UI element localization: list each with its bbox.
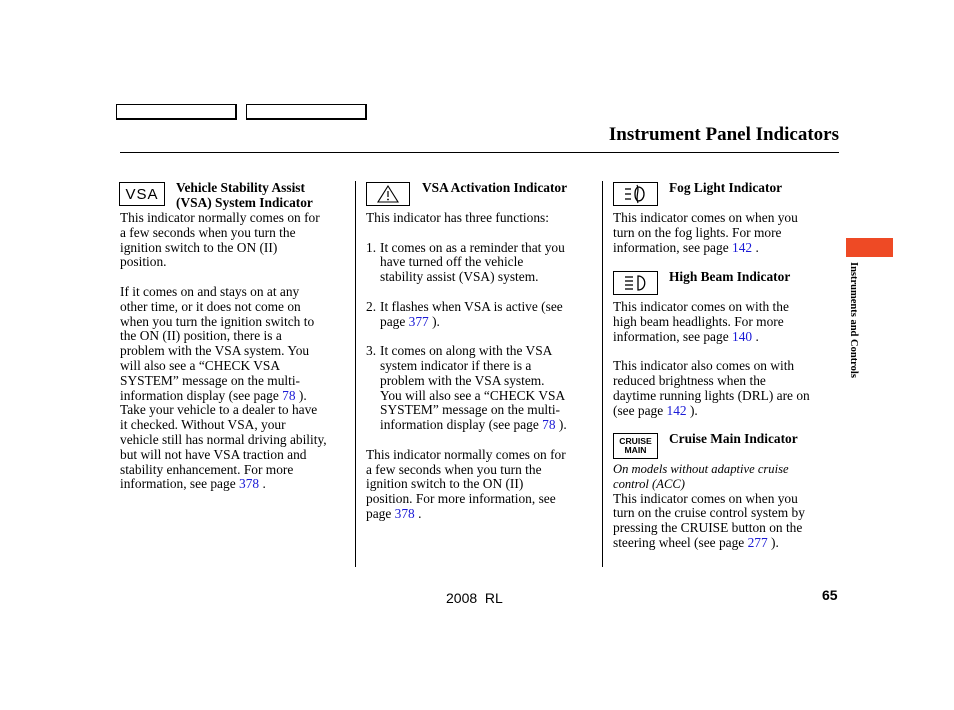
vsa-activation-heading: VSA Activation Indicator: [422, 180, 568, 195]
cruise-main-text: On models without adaptive cruise control (ACC) This indicator comes on when you turn on the cruise control system by pressing the CRUISE button on the steering wheel (see page 277 ).: [613, 462, 805, 550]
list-item: 1. It comes on as a reminder that you have turned off the vehicle stability assist (VSA) system.: [366, 239, 565, 285]
page-link[interactable]: 277: [747, 534, 768, 550]
warning-triangle-icon: [366, 182, 410, 206]
paragraph: If it comes on and stays on at any other time, or it does not come on when you turn the ignition switch to the ON (II) position, there is a problem with the VSA system. You will also see a “CHECK VSA SYSTEM” message on the multi- information display (see page 78 ). Take your vehicle to a dealer to have it checked. Without VSA, your vehicle still has normal driving ability, but will not have VSA traction and stability enhancement. For more information, see page 378 .: [120, 283, 327, 492]
page-link[interactable]: 140: [732, 328, 753, 344]
vsa-icon: VSA: [119, 182, 165, 206]
page-number: 65: [822, 587, 838, 603]
vsa-activation-text: This indicator has three functions: 1. It comes on as a reminder that you have turned off the vehicle stability assist (VSA) system. 2. It flashes when VSA is active (see page 377 ). 3. It comes on along with the VSA system indicator if there is a problem with the VSA system. You will also see a “CHECK VSA SYSTEM” message on the multi- information display (see page 78 ). This indicator normally comes on for a few seconds when you turn the ignition switch to the ON (II) position. For more information, see page 378 .: [366, 211, 598, 522]
fog-light-text: This indicator comes on when you turn on the fog lights. For more information, see page 142 .: [613, 210, 798, 255]
list-item: 3. It comes on along with the VSA system indicator if there is a problem with the VSA system. You will also see a “CHECK VSA SYSTEM” message on the multi- information display (see page 78 ).: [366, 343, 567, 433]
cruise-main-icon: CRUISE MAIN: [613, 433, 658, 459]
paragraph: This indicator normally comes on for a few seconds when you turn the ignition switch to the ON (II) position.: [120, 210, 320, 270]
high-beam-heading: High Beam Indicator: [669, 269, 791, 284]
column-divider: [355, 181, 356, 567]
paragraph: This indicator normally comes on for a few seconds when you turn the ignition switch to the ON (II) position. For more information, see page 378 .: [366, 446, 566, 521]
page-link[interactable]: 78: [282, 387, 296, 403]
vsa-system-text: [120, 211, 352, 492]
title-rule: [120, 152, 839, 153]
section-tab-label: Instruments and Controls: [848, 262, 859, 378]
page-title: Instrument Panel Indicators: [608, 124, 839, 145]
high-beam-text: This indicator comes on with the high beam headlights. For more information, see page 140 . This indicator also comes on with reduced brightness when the daytime running lights (DRL) are on (see page 142 ).: [613, 299, 810, 418]
list-item: 2. It flashes when VSA is active (see page 377 ).: [366, 298, 563, 329]
page-link[interactable]: 378: [394, 505, 415, 521]
cruise-main-heading: Cruise Main Indicator: [669, 431, 798, 446]
page-link[interactable]: 378: [239, 476, 260, 492]
nav-button-contents[interactable]: [246, 104, 367, 120]
page-link[interactable]: 78: [542, 417, 556, 433]
nav-button-previous[interactable]: [116, 104, 237, 120]
fog-light-heading: Fog Light Indicator: [669, 180, 783, 195]
page-link[interactable]: 377: [408, 313, 429, 329]
fog-light-icon: [613, 182, 658, 206]
page-link[interactable]: 142: [732, 239, 753, 255]
column-divider: [602, 181, 603, 567]
section-tab[interactable]: [846, 238, 893, 257]
vsa-system-heading: Vehicle Stability Assist (VSA) System Indicator: [176, 180, 313, 210]
high-beam-icon: [613, 271, 658, 295]
footer-model: 2008 RL: [446, 590, 503, 606]
page-link[interactable]: 142: [666, 402, 687, 418]
